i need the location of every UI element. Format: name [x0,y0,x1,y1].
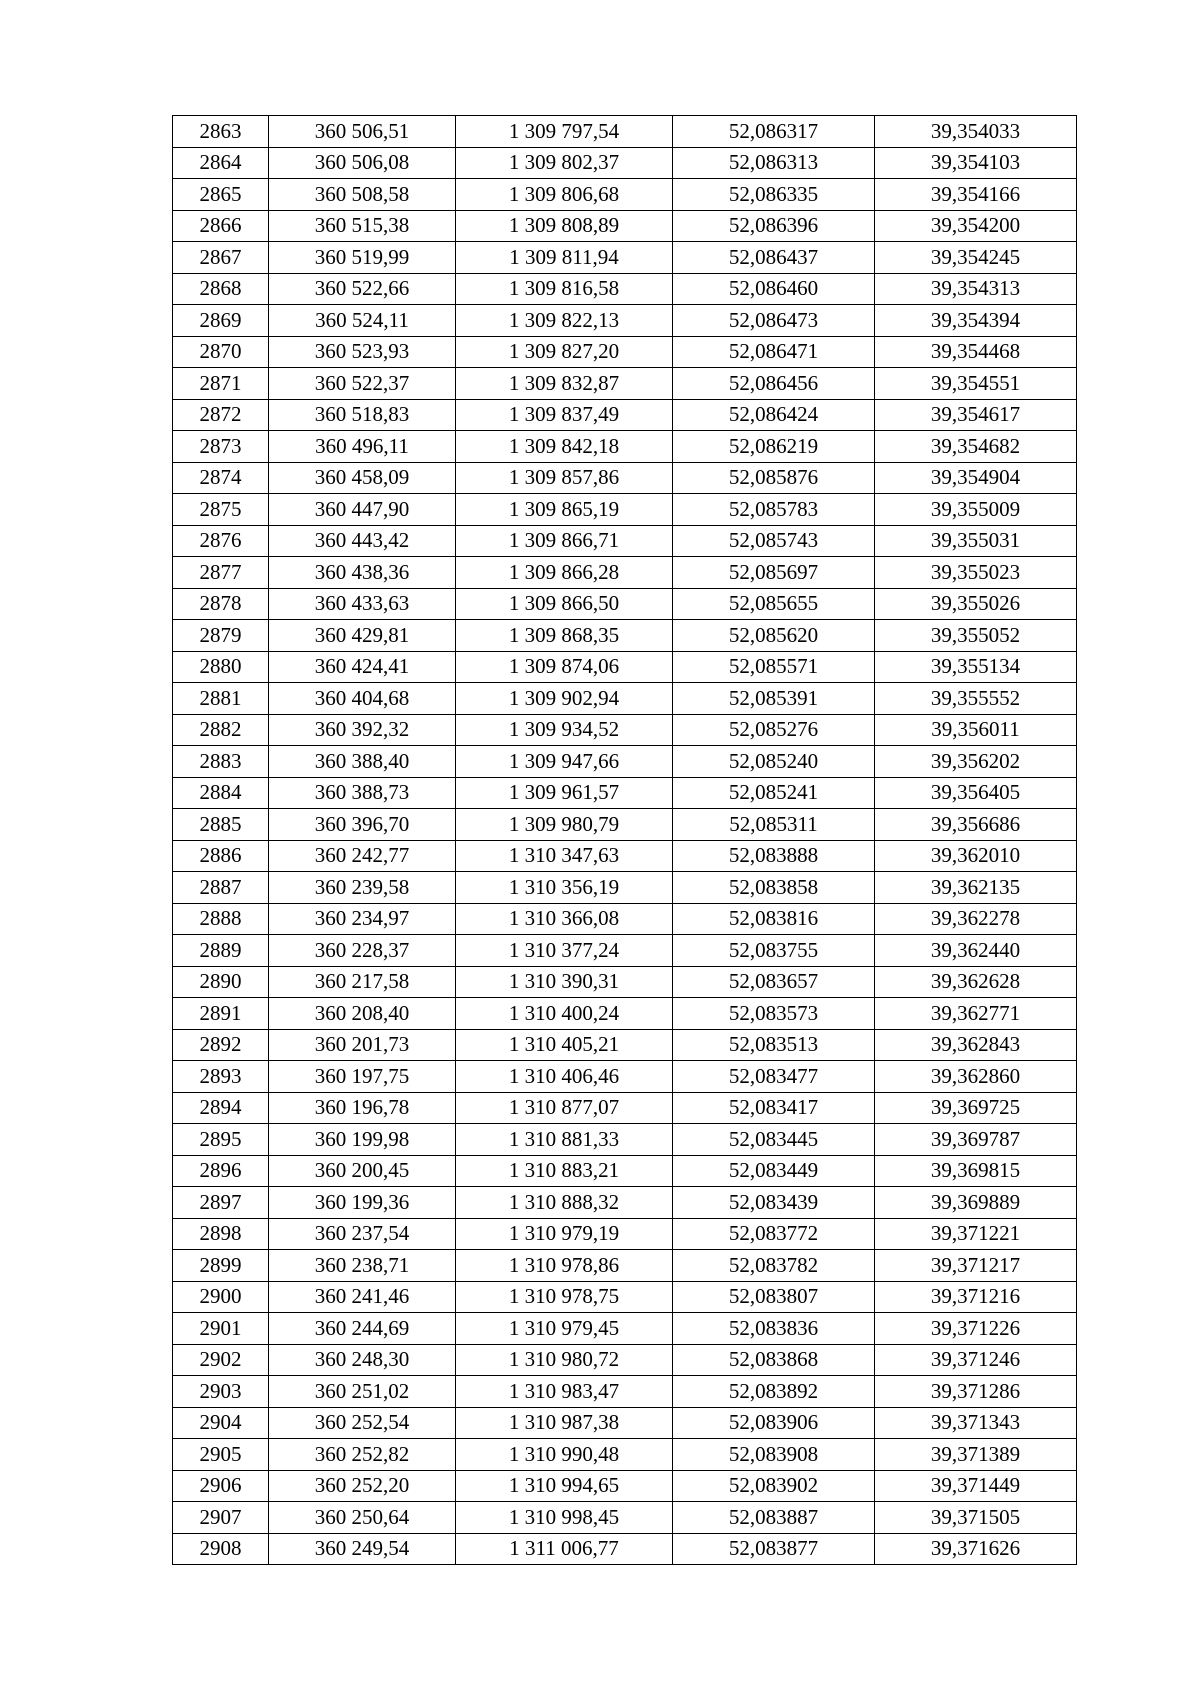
latitude-cell: 52,085743 [673,525,875,557]
longitude-cell: 39,355052 [875,620,1077,652]
longitude-cell: 39,362771 [875,998,1077,1030]
y-coordinate-cell: 1 310 888,32 [456,1187,673,1219]
x-coordinate-cell: 360 523,93 [269,336,456,368]
longitude-cell: 39,355134 [875,651,1077,683]
x-coordinate-cell: 360 396,70 [269,809,456,841]
table-row [173,714,1077,746]
latitude-cell: 52,085697 [673,557,875,589]
x-coordinate-cell: 360 392,32 [269,714,456,746]
longitude-cell: 39,354200 [875,210,1077,242]
y-coordinate-cell: 1 309 822,13 [456,305,673,337]
table-row [173,462,1077,494]
y-coordinate-cell: 1 309 802,37 [456,147,673,179]
x-coordinate-cell: 360 388,40 [269,746,456,778]
y-coordinate-cell: 1 309 902,94 [456,683,673,715]
x-coordinate-cell: 360 201,73 [269,1029,456,1061]
latitude-cell: 52,085241 [673,777,875,809]
y-coordinate-cell: 1 309 980,79 [456,809,673,841]
y-coordinate-cell: 1 310 377,24 [456,935,673,967]
x-coordinate-cell: 360 424,41 [269,651,456,683]
x-coordinate-cell: 360 515,38 [269,210,456,242]
y-coordinate-cell: 1 309 866,28 [456,557,673,589]
latitude-cell: 52,086335 [673,179,875,211]
table-row [173,1470,1077,1502]
x-coordinate-cell: 360 438,36 [269,557,456,589]
longitude-cell: 39,369787 [875,1124,1077,1156]
table-row [173,179,1077,211]
y-coordinate-cell: 1 309 934,52 [456,714,673,746]
x-coordinate-cell: 360 249,54 [269,1533,456,1565]
longitude-cell: 39,354468 [875,336,1077,368]
x-coordinate-cell: 360 522,66 [269,273,456,305]
point-number-cell: 2903 [173,1376,269,1408]
point-number-cell: 2877 [173,557,269,589]
table-row [173,777,1077,809]
point-number-cell: 2906 [173,1470,269,1502]
longitude-cell: 39,354394 [875,305,1077,337]
table-row [173,840,1077,872]
y-coordinate-cell: 1 310 987,38 [456,1407,673,1439]
table-row [173,1250,1077,1282]
point-number-cell: 2870 [173,336,269,368]
longitude-cell: 39,371216 [875,1281,1077,1313]
point-number-cell: 2872 [173,399,269,431]
latitude-cell: 52,086456 [673,368,875,400]
x-coordinate-cell: 360 237,54 [269,1218,456,1250]
longitude-cell: 39,354313 [875,273,1077,305]
latitude-cell: 52,083657 [673,966,875,998]
x-coordinate-cell: 360 242,77 [269,840,456,872]
point-number-cell: 2876 [173,525,269,557]
table-row [173,147,1077,179]
table-row [173,588,1077,620]
point-number-cell: 2884 [173,777,269,809]
longitude-cell: 39,362628 [875,966,1077,998]
latitude-cell: 52,083887 [673,1502,875,1534]
longitude-cell: 39,371449 [875,1470,1077,1502]
x-coordinate-cell: 360 508,58 [269,179,456,211]
y-coordinate-cell: 1 310 990,48 [456,1439,673,1471]
x-coordinate-cell: 360 506,08 [269,147,456,179]
table-row [173,1376,1077,1408]
longitude-cell: 39,371343 [875,1407,1077,1439]
table-row [173,1155,1077,1187]
table-row [173,1218,1077,1250]
table-row [173,525,1077,557]
point-number-cell: 2865 [173,179,269,211]
latitude-cell: 52,083445 [673,1124,875,1156]
y-coordinate-cell: 1 310 347,63 [456,840,673,872]
y-coordinate-cell: 1 310 366,08 [456,903,673,935]
y-coordinate-cell: 1 309 857,86 [456,462,673,494]
y-coordinate-cell: 1 311 006,77 [456,1533,673,1565]
latitude-cell: 52,086396 [673,210,875,242]
longitude-cell: 39,354245 [875,242,1077,274]
point-number-cell: 2890 [173,966,269,998]
table-row [173,557,1077,589]
latitude-cell: 52,083836 [673,1313,875,1345]
point-number-cell: 2863 [173,116,269,148]
point-number-cell: 2894 [173,1092,269,1124]
table-row [173,683,1077,715]
latitude-cell: 52,083573 [673,998,875,1030]
latitude-cell: 52,083807 [673,1281,875,1313]
latitude-cell: 52,086317 [673,116,875,148]
latitude-cell: 52,086473 [673,305,875,337]
x-coordinate-cell: 360 199,98 [269,1124,456,1156]
x-coordinate-cell: 360 518,83 [269,399,456,431]
table-row [173,1281,1077,1313]
point-number-cell: 2896 [173,1155,269,1187]
x-coordinate-cell: 360 404,68 [269,683,456,715]
point-number-cell: 2904 [173,1407,269,1439]
longitude-cell: 39,369725 [875,1092,1077,1124]
x-coordinate-cell: 360 443,42 [269,525,456,557]
table-row [173,1313,1077,1345]
x-coordinate-cell: 360 429,81 [269,620,456,652]
longitude-cell: 39,362860 [875,1061,1077,1093]
longitude-cell: 39,371217 [875,1250,1077,1282]
latitude-cell: 52,083755 [673,935,875,967]
point-number-cell: 2880 [173,651,269,683]
y-coordinate-cell: 1 309 947,66 [456,746,673,778]
table-row [173,210,1077,242]
table-row [173,746,1077,778]
y-coordinate-cell: 1 310 979,45 [456,1313,673,1345]
table-row [173,116,1077,148]
longitude-cell: 39,354617 [875,399,1077,431]
longitude-cell: 39,356686 [875,809,1077,841]
x-coordinate-cell: 360 234,97 [269,903,456,935]
longitude-cell: 39,371221 [875,1218,1077,1250]
x-coordinate-cell: 360 522,37 [269,368,456,400]
point-number-cell: 2901 [173,1313,269,1345]
y-coordinate-cell: 1 310 877,07 [456,1092,673,1124]
table-row [173,273,1077,305]
longitude-cell: 39,355552 [875,683,1077,715]
latitude-cell: 52,085655 [673,588,875,620]
coordinates-table [172,115,1077,1565]
table-row [173,1344,1077,1376]
longitude-cell: 39,371286 [875,1376,1077,1408]
latitude-cell: 52,083906 [673,1407,875,1439]
y-coordinate-cell: 1 310 883,21 [456,1155,673,1187]
longitude-cell: 39,362440 [875,935,1077,967]
point-number-cell: 2905 [173,1439,269,1471]
table-row [173,651,1077,683]
y-coordinate-cell: 1 309 866,50 [456,588,673,620]
latitude-cell: 52,086219 [673,431,875,463]
table-row [173,431,1077,463]
y-coordinate-cell: 1 309 832,87 [456,368,673,400]
point-number-cell: 2887 [173,872,269,904]
latitude-cell: 52,083449 [673,1155,875,1187]
latitude-cell: 52,085783 [673,494,875,526]
point-number-cell: 2902 [173,1344,269,1376]
y-coordinate-cell: 1 309 874,06 [456,651,673,683]
longitude-cell: 39,369815 [875,1155,1077,1187]
y-coordinate-cell: 1 309 837,49 [456,399,673,431]
y-coordinate-cell: 1 309 816,58 [456,273,673,305]
table-row [173,494,1077,526]
x-coordinate-cell: 360 244,69 [269,1313,456,1345]
x-coordinate-cell: 360 447,90 [269,494,456,526]
point-number-cell: 2889 [173,935,269,967]
x-coordinate-cell: 360 250,64 [269,1502,456,1534]
point-number-cell: 2886 [173,840,269,872]
point-number-cell: 2878 [173,588,269,620]
longitude-cell: 39,356011 [875,714,1077,746]
point-number-cell: 2883 [173,746,269,778]
x-coordinate-cell: 360 248,30 [269,1344,456,1376]
latitude-cell: 52,086437 [673,242,875,274]
x-coordinate-cell: 360 251,02 [269,1376,456,1408]
y-coordinate-cell: 1 309 961,57 [456,777,673,809]
table-row [173,1502,1077,1534]
longitude-cell: 39,354033 [875,116,1077,148]
point-number-cell: 2867 [173,242,269,274]
longitude-cell: 39,362010 [875,840,1077,872]
y-coordinate-cell: 1 310 978,75 [456,1281,673,1313]
y-coordinate-cell: 1 310 390,31 [456,966,673,998]
latitude-cell: 52,085571 [673,651,875,683]
table-row [173,1533,1077,1565]
table-row [173,368,1077,400]
point-number-cell: 2864 [173,147,269,179]
x-coordinate-cell: 360 524,11 [269,305,456,337]
x-coordinate-cell: 360 496,11 [269,431,456,463]
point-number-cell: 2892 [173,1029,269,1061]
latitude-cell: 52,083816 [673,903,875,935]
table-row [173,998,1077,1030]
point-number-cell: 2871 [173,368,269,400]
y-coordinate-cell: 1 310 406,46 [456,1061,673,1093]
longitude-cell: 39,371226 [875,1313,1077,1345]
latitude-cell: 52,083908 [673,1439,875,1471]
point-number-cell: 2900 [173,1281,269,1313]
table-body [173,116,1077,1565]
x-coordinate-cell: 360 252,20 [269,1470,456,1502]
longitude-cell: 39,355026 [875,588,1077,620]
latitude-cell: 52,083877 [673,1533,875,1565]
point-number-cell: 2873 [173,431,269,463]
point-number-cell: 2895 [173,1124,269,1156]
latitude-cell: 52,083782 [673,1250,875,1282]
x-coordinate-cell: 360 388,73 [269,777,456,809]
y-coordinate-cell: 1 310 405,21 [456,1029,673,1061]
latitude-cell: 52,083772 [673,1218,875,1250]
x-coordinate-cell: 360 252,82 [269,1439,456,1471]
y-coordinate-cell: 1 309 866,71 [456,525,673,557]
table-row [173,872,1077,904]
latitude-cell: 52,086471 [673,336,875,368]
table-row [173,399,1077,431]
x-coordinate-cell: 360 217,58 [269,966,456,998]
latitude-cell: 52,083439 [673,1187,875,1219]
x-coordinate-cell: 360 197,75 [269,1061,456,1093]
latitude-cell: 52,086313 [673,147,875,179]
longitude-cell: 39,354904 [875,462,1077,494]
table-row [173,966,1077,998]
table-row [173,336,1077,368]
table-row [173,903,1077,935]
table-row [173,1124,1077,1156]
y-coordinate-cell: 1 310 983,47 [456,1376,673,1408]
point-number-cell: 2893 [173,1061,269,1093]
point-number-cell: 2899 [173,1250,269,1282]
point-number-cell: 2881 [173,683,269,715]
y-coordinate-cell: 1 310 978,86 [456,1250,673,1282]
longitude-cell: 39,362843 [875,1029,1077,1061]
longitude-cell: 39,371505 [875,1502,1077,1534]
longitude-cell: 39,354166 [875,179,1077,211]
point-number-cell: 2866 [173,210,269,242]
latitude-cell: 52,086424 [673,399,875,431]
table-row [173,1439,1077,1471]
y-coordinate-cell: 1 309 797,54 [456,116,673,148]
y-coordinate-cell: 1 310 400,24 [456,998,673,1030]
y-coordinate-cell: 1 310 998,45 [456,1502,673,1534]
table-row [173,1061,1077,1093]
table-row [173,809,1077,841]
longitude-cell: 39,355009 [875,494,1077,526]
x-coordinate-cell: 360 506,51 [269,116,456,148]
x-coordinate-cell: 360 228,37 [269,935,456,967]
x-coordinate-cell: 360 252,54 [269,1407,456,1439]
x-coordinate-cell: 360 199,36 [269,1187,456,1219]
latitude-cell: 52,085620 [673,620,875,652]
latitude-cell: 52,083858 [673,872,875,904]
y-coordinate-cell: 1 309 827,20 [456,336,673,368]
y-coordinate-cell: 1 309 811,94 [456,242,673,274]
y-coordinate-cell: 1 310 881,33 [456,1124,673,1156]
point-number-cell: 2882 [173,714,269,746]
y-coordinate-cell: 1 309 842,18 [456,431,673,463]
y-coordinate-cell: 1 309 865,19 [456,494,673,526]
x-coordinate-cell: 360 200,45 [269,1155,456,1187]
point-number-cell: 2907 [173,1502,269,1534]
x-coordinate-cell: 360 458,09 [269,462,456,494]
latitude-cell: 52,083902 [673,1470,875,1502]
x-coordinate-cell: 360 196,78 [269,1092,456,1124]
point-number-cell: 2898 [173,1218,269,1250]
latitude-cell: 52,083888 [673,840,875,872]
longitude-cell: 39,354103 [875,147,1077,179]
table-row [173,935,1077,967]
point-number-cell: 2874 [173,462,269,494]
point-number-cell: 2885 [173,809,269,841]
y-coordinate-cell: 1 310 356,19 [456,872,673,904]
latitude-cell: 52,085391 [673,683,875,715]
latitude-cell: 52,083513 [673,1029,875,1061]
longitude-cell: 39,371626 [875,1533,1077,1565]
table-row [173,1092,1077,1124]
y-coordinate-cell: 1 310 994,65 [456,1470,673,1502]
longitude-cell: 39,354682 [875,431,1077,463]
x-coordinate-cell: 360 208,40 [269,998,456,1030]
table-row [173,1407,1077,1439]
x-coordinate-cell: 360 238,71 [269,1250,456,1282]
table-row [173,305,1077,337]
table-row [173,242,1077,274]
point-number-cell: 2868 [173,273,269,305]
longitude-cell: 39,354551 [875,368,1077,400]
longitude-cell: 39,355031 [875,525,1077,557]
table-row [173,620,1077,652]
latitude-cell: 52,085276 [673,714,875,746]
y-coordinate-cell: 1 309 808,89 [456,210,673,242]
longitude-cell: 39,371246 [875,1344,1077,1376]
point-number-cell: 2869 [173,305,269,337]
longitude-cell: 39,356405 [875,777,1077,809]
latitude-cell: 52,083417 [673,1092,875,1124]
latitude-cell: 52,083868 [673,1344,875,1376]
y-coordinate-cell: 1 310 979,19 [456,1218,673,1250]
longitude-cell: 39,362135 [875,872,1077,904]
point-number-cell: 2875 [173,494,269,526]
longitude-cell: 39,369889 [875,1187,1077,1219]
point-number-cell: 2908 [173,1533,269,1565]
point-number-cell: 2891 [173,998,269,1030]
x-coordinate-cell: 360 433,63 [269,588,456,620]
latitude-cell: 52,085311 [673,809,875,841]
x-coordinate-cell: 360 241,46 [269,1281,456,1313]
point-number-cell: 2879 [173,620,269,652]
table-row [173,1029,1077,1061]
longitude-cell: 39,371389 [875,1439,1077,1471]
latitude-cell: 52,085876 [673,462,875,494]
y-coordinate-cell: 1 309 868,35 [456,620,673,652]
table-row [173,1187,1077,1219]
latitude-cell: 52,085240 [673,746,875,778]
point-number-cell: 2897 [173,1187,269,1219]
point-number-cell: 2888 [173,903,269,935]
latitude-cell: 52,083892 [673,1376,875,1408]
longitude-cell: 39,362278 [875,903,1077,935]
latitude-cell: 52,083477 [673,1061,875,1093]
y-coordinate-cell: 1 309 806,68 [456,179,673,211]
longitude-cell: 39,356202 [875,746,1077,778]
y-coordinate-cell: 1 310 980,72 [456,1344,673,1376]
x-coordinate-cell: 360 519,99 [269,242,456,274]
longitude-cell: 39,355023 [875,557,1077,589]
latitude-cell: 52,086460 [673,273,875,305]
x-coordinate-cell: 360 239,58 [269,872,456,904]
